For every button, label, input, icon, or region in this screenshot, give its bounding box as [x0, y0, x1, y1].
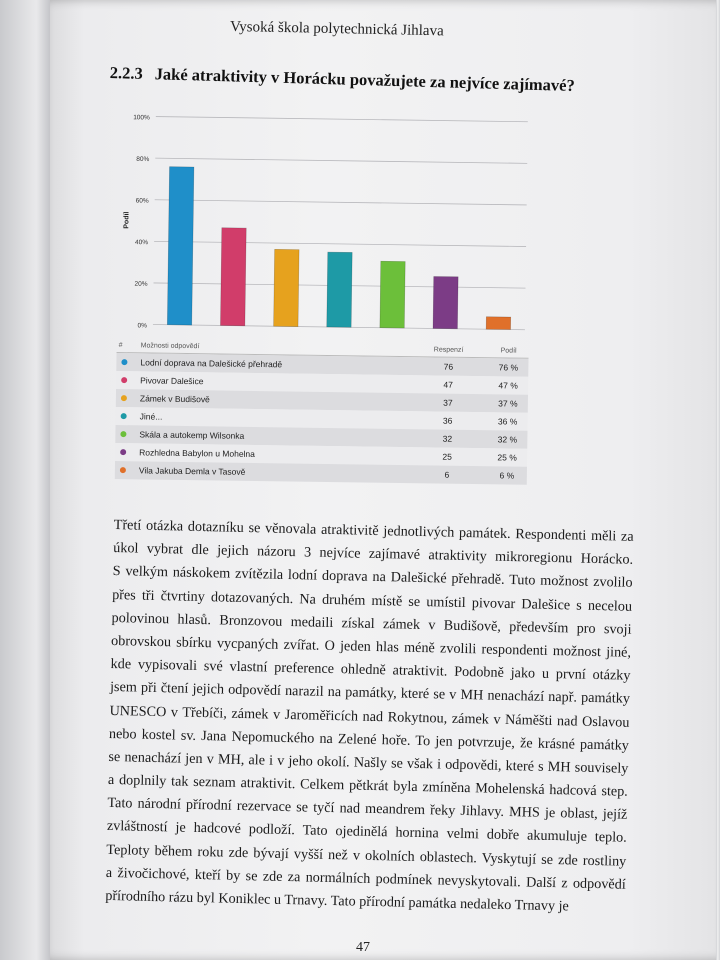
row-share: 76 %: [498, 362, 519, 373]
header-hash: #: [118, 342, 123, 350]
legend-dot: [121, 377, 127, 383]
legend-dot: [121, 413, 127, 419]
gridline: [156, 117, 528, 122]
body-text: [105, 514, 634, 920]
body-line: se nenachází jen v MH, ale i v jeho okolí. Našly se však i odpovědi, které s MH souvisely: [108, 748, 629, 777]
bar: [274, 249, 300, 326]
y-tick-label: 60%: [135, 197, 149, 205]
legend-dot: [120, 467, 126, 473]
y-tick-label: 0%: [137, 322, 147, 330]
y-tick-label: 80%: [136, 155, 150, 164]
row-share: 37 %: [498, 398, 518, 409]
row-share: 6 %: [499, 470, 515, 481]
gridline: [155, 200, 527, 205]
body-line: UNESCO v Třebíči, zámek v Jaroměřicích nad Rokytnou, zámek v Náměšti nad Oslavou: [109, 702, 630, 731]
legend-dot: [121, 395, 127, 401]
y-tick-label: 100%: [133, 114, 150, 122]
row-responses: 36: [442, 415, 453, 426]
row-responses: 32: [442, 433, 453, 444]
body-line: kde vypisovali své vlastní preference ohledně atraktivit. Podobně jako u první otázky: [110, 656, 631, 684]
body-line: polovinou hlasů. Bronzovou medaili získal zámek v Budišově, především pro svoji: [111, 609, 632, 638]
y-tick-label: 20%: [134, 280, 148, 288]
section-title: Jaké atraktivity v Horácku považujete za nejvíce zajímavé?: [154, 64, 576, 95]
row-responses: 25: [442, 451, 452, 462]
y-tick-label: 40%: [135, 239, 149, 247]
row-option: Lodní doprava na Dalešické přehradě: [140, 357, 283, 370]
body-line: přes tři čtvrtiny dotazovaných. Na druhém místě se umístil pivovar Dalešice s necelou: [111, 586, 633, 615]
body-line: obrovskou sbírku vycpaných zvířat. O jeden hlas méně zvolili respondenti možnost jiné,: [110, 632, 632, 661]
section-number: 2.2.3: [109, 63, 143, 83]
header-share: Podíl: [500, 347, 517, 355]
row-option: Skála a autokemp Wilsonka: [139, 429, 245, 441]
row-share: 36 %: [497, 416, 518, 427]
bar: [433, 276, 458, 328]
row-share: 47 %: [498, 380, 518, 391]
row-responses: 37: [443, 397, 453, 408]
row-option: Rozhledna Babylon u Mohelna: [139, 447, 256, 459]
body-line: Třetí otázka dotazníku se věnovala atraktivitě jednotlivých památek. Respondenti měli za: [113, 516, 634, 545]
row-share: 25 %: [497, 452, 517, 463]
row-responses: 47: [443, 379, 453, 390]
page-edges: [716, 0, 720, 960]
bar: [486, 317, 511, 330]
body-line: nebo kostel sv. Jana Nepomuckého na Zelené hoře. To jen potvrzuje, že krásné památky: [108, 725, 630, 754]
body-line: jsem při čtení jejich odpovědí narazil na památky, které se v MH nenachází např. památky: [109, 679, 631, 708]
row-share: 32 %: [497, 434, 518, 445]
bar: [327, 252, 352, 327]
legend-dot: [121, 359, 127, 365]
running-header: Vysoká škola polytechnická Jihlava: [229, 18, 444, 40]
bar: [380, 261, 405, 328]
legend-dot: [120, 449, 126, 455]
y-axis-label: Podíl: [123, 211, 131, 229]
body-line: S velkým náskokem zvítězila lodní doprava na Dalešické přehradě. Tuto možnost zvolilo: [112, 563, 633, 592]
body-line: a živočichové, kteří by se zde za normálních podmínek nevyskytovali. Další z odpovědí: [105, 864, 626, 893]
row-responses: 76: [443, 361, 454, 372]
row-responses: 6: [444, 469, 450, 480]
gridline: [154, 241, 526, 246]
bar: [220, 228, 246, 326]
results-table: [115, 340, 529, 485]
body-line: přírodního rázu byl Koniklec u Trnavy. Tato přírodní památka nedaleko Trnavy je: [105, 887, 569, 915]
header-responses: Respenzí: [433, 346, 464, 354]
body-line: Tato národní přírodní rezervace se tyčí nad meandrem řeky Jihlavy. MHS je oblast, jejíž: [107, 795, 628, 823]
page-number: 47: [356, 940, 370, 955]
row-option: Vila Jakuba Demla v Tasově: [138, 465, 246, 477]
body-line: a doplnily tak seznam atraktivit. Celkem pětkrát byla zmíněna Mohelenská hadcová step.: [107, 771, 629, 800]
legend-dot: [120, 431, 126, 437]
bar: [167, 167, 194, 325]
survey-figure: [111, 106, 536, 498]
body-line: zvláštností je hadcové podloží. Tato ojedinělá hornina velmi dobře akumuluje teplo.: [106, 818, 627, 847]
gridline: [155, 158, 527, 163]
row-option: Zámek v Budišově: [139, 393, 210, 405]
left-page: [0, 0, 52, 960]
row-option: Jiné...: [139, 411, 163, 422]
bar-chart: [113, 106, 536, 346]
body-line: Teploty během roku zde bývají vyšší než v okolních oblastech. Vyskytují se zde rostliny: [106, 841, 627, 870]
row-option: Pivovar Dalešice: [140, 375, 204, 387]
header-option: Možnosti odpovědí: [140, 342, 200, 351]
body-line: úkol vybrat dle jejich názoru 3 nejvíce zajímavé atraktivity mikroregionu Horácko.: [113, 540, 634, 568]
